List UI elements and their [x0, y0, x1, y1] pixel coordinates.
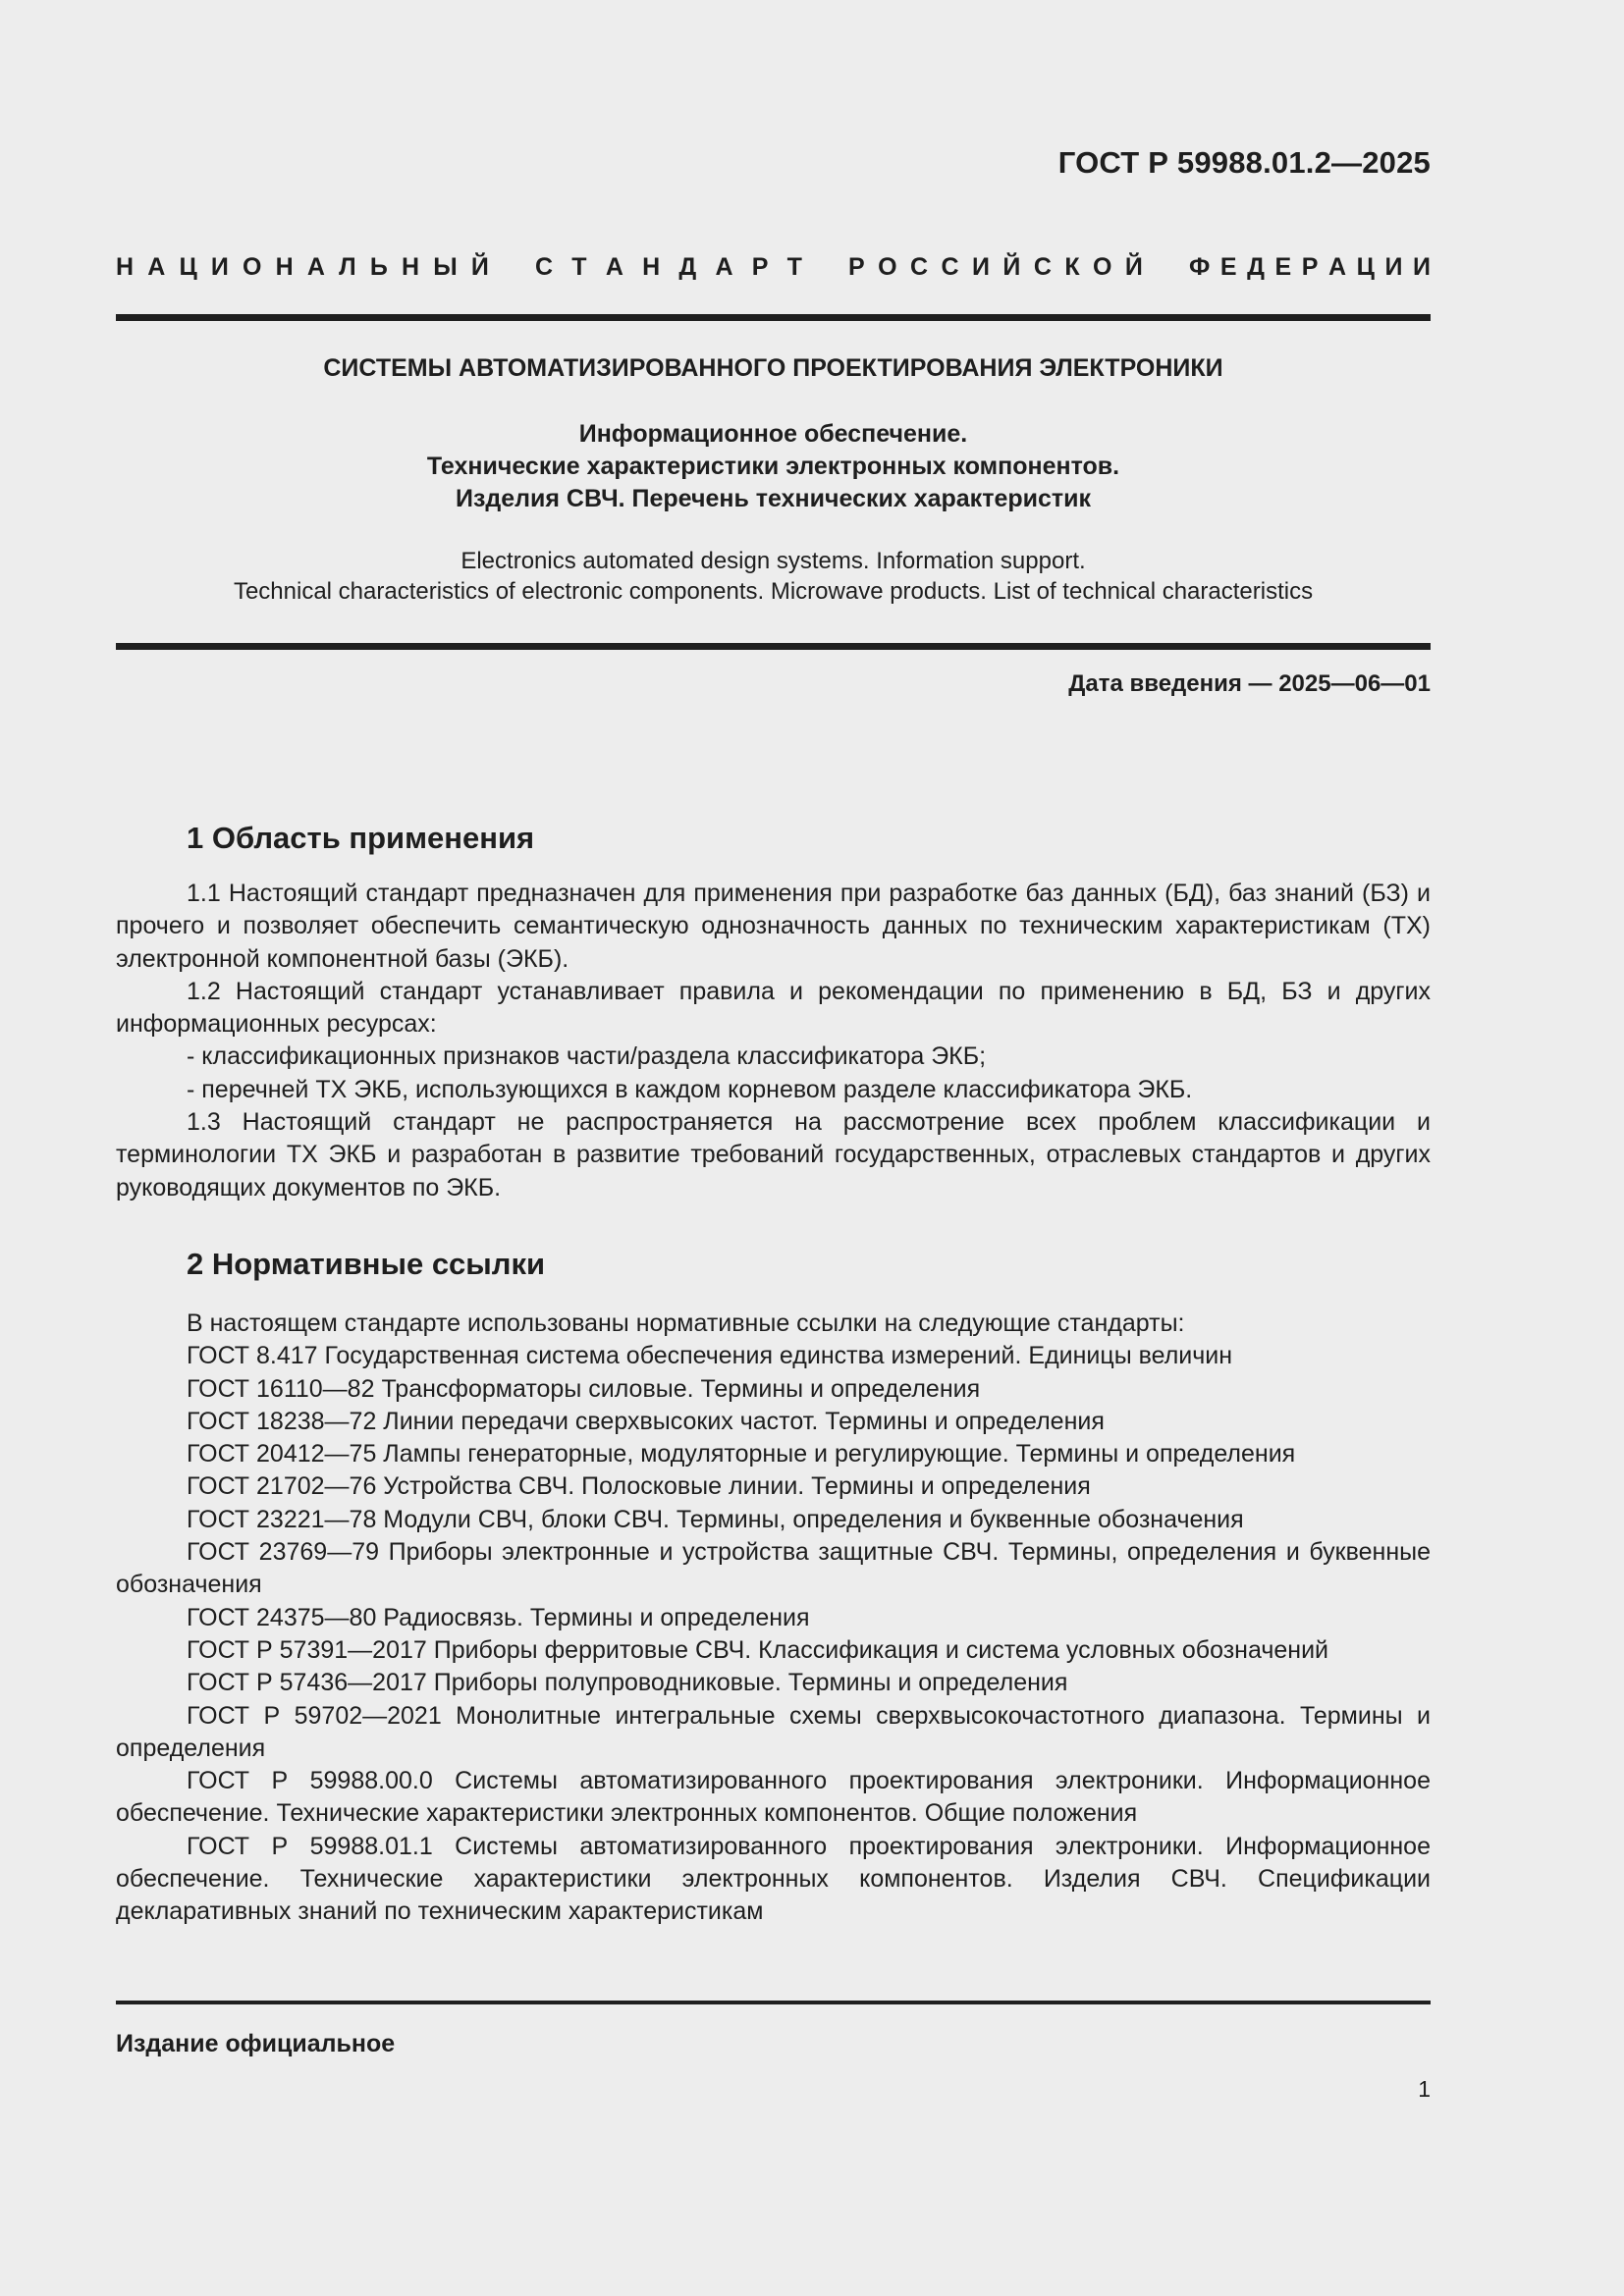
reference-item: ГОСТ 24375—80 Радиосвязь. Термины и определения — [187, 1603, 810, 1631]
english-title — [116, 546, 1431, 607]
document-code: ГОСТ Р 59988.01.2—2025 — [1057, 145, 1431, 180]
official-edition-label: Издание официальное — [116, 2030, 396, 2057]
reference-item: ГОСТ 16110—82 Трансформаторы силовые. Термины и определения — [187, 1374, 981, 1403]
banner-word-2: С Т А Н Д А Р Т — [535, 253, 802, 281]
reference-item: ГОСТ 18238—72 Линии передачи сверхвысоких частот. Термины и определения — [187, 1407, 1105, 1435]
document-subtitle — [116, 418, 1431, 515]
banner-word-1: Н А Ц И О Н А Л Ь Н Ы Й — [116, 253, 489, 281]
banner-word-4: Ф Е Д Е Р А Ц И И — [1189, 253, 1431, 281]
section-2-heading: 2 Нормативные ссылки — [187, 1247, 546, 1281]
paragraph-1-2: 1.2 Настоящий стандарт устанавливает правила и рекомендации по применению в БД, БЗ и других информационных ресурсах: — [116, 977, 1431, 1039]
reference-item: ГОСТ 20412—75 Лампы генераторные, модуляторные и регулирующие. Термины и определения — [187, 1440, 1296, 1468]
subtitle-line: Технические характеристики электронных компонентов. — [426, 453, 1120, 480]
top-divider — [116, 314, 1431, 321]
reference-item: ГОСТ Р 59702—2021 Монолитные интегральные схемы сверхвысокочастотного диапазона. Термины и определения — [116, 1701, 1431, 1762]
english-title-line: Electronics automated design systems. Information support. — [460, 548, 1086, 574]
footer-divider — [116, 2001, 1431, 2004]
section-2-body — [116, 1308, 1431, 1929]
introduction-date: Дата введения — 2025—06—01 — [1068, 670, 1431, 697]
list-item: - перечней ТХ ЭКБ, использующихся в каждом корневом разделе классификатора ЭКБ. — [187, 1075, 1193, 1103]
reference-item: ГОСТ Р 59988.00.0 Системы автоматизированного проектирования электроники. Информационное обеспечение. Технические характеристики электронных компонентов. Общие положения — [116, 1767, 1431, 1828]
subtitle-line: Информационное обеспечение. — [578, 420, 968, 448]
national-standard-banner — [116, 253, 1431, 282]
reference-item: ГОСТ Р 57436—2017 Приборы полупроводниковые. Термины и определения — [187, 1669, 1068, 1697]
document-title: СИСТЕМЫ АВТОМАТИЗИРОВАННОГО ПРОЕКТИРОВАНИЯ ЭЛЕКТРОНИКИ — [323, 354, 1223, 382]
subtitle-line: Изделия СВЧ. Перечень технических характеристик — [455, 485, 1092, 512]
references-intro: В настоящем стандарте использованы нормативные ссылки на следующие стандарты: — [187, 1309, 1185, 1337]
section-1-heading: 1 Область применения — [187, 821, 535, 855]
middle-divider — [116, 643, 1431, 650]
page-number: 1 — [1418, 2076, 1431, 2102]
section-1-body — [116, 878, 1431, 1204]
paragraph-1-3: 1.3 Настоящий стандарт не распространяется на рассмотрение всех проблем классификации и терминологии ТХ ЭКБ и разработан в развитие требований государственных, отраслевых стандартов и других руководящих документов по ЭКБ. — [116, 1108, 1431, 1201]
list-item: - классификационных признаков части/раздела классификатора ЭКБ; — [187, 1042, 987, 1071]
reference-item: ГОСТ Р 57391—2017 Приборы ферритовые СВЧ. Классификация и система условных обозначений — [187, 1635, 1329, 1664]
reference-item: ГОСТ Р 59988.01.1 Системы автоматизированного проектирования электроники. Информационное обеспечение. Технические характеристики электронных компонентов. Изделия СВЧ. Спецификации декларативных знаний по техническим характеристикам — [116, 1832, 1431, 1926]
english-title-line: Technical characteristics of electronic components. Microwave products. List of technical characteristics — [233, 578, 1314, 605]
document-page — [116, 0, 1431, 2296]
banner-word-3: Р О С С И Й С К О Й — [848, 253, 1143, 281]
reference-item: ГОСТ 23221—78 Модули СВЧ, блоки СВЧ. Термины, определения и буквенные обозначения — [187, 1505, 1244, 1533]
reference-item: ГОСТ 8.417 Государственная система обеспечения единства измерений. Единицы величин — [187, 1342, 1233, 1370]
paragraph-1-1: 1.1 Настоящий стандарт предназначен для применения при разработке баз данных (БД), баз знаний (БЗ) и прочего и позволяет обеспечить семантическую однозначность данных по техническим характеристикам (ТХ) электронной компонентной базы (ЭКБ). — [116, 880, 1431, 973]
reference-item: ГОСТ 21702—76 Устройства СВЧ. Полосковые линии. Термины и определения — [187, 1472, 1091, 1501]
reference-item: ГОСТ 23769—79 Приборы электронные и устройства защитные СВЧ. Термины, определения и буквенные обозначения — [116, 1538, 1431, 1599]
